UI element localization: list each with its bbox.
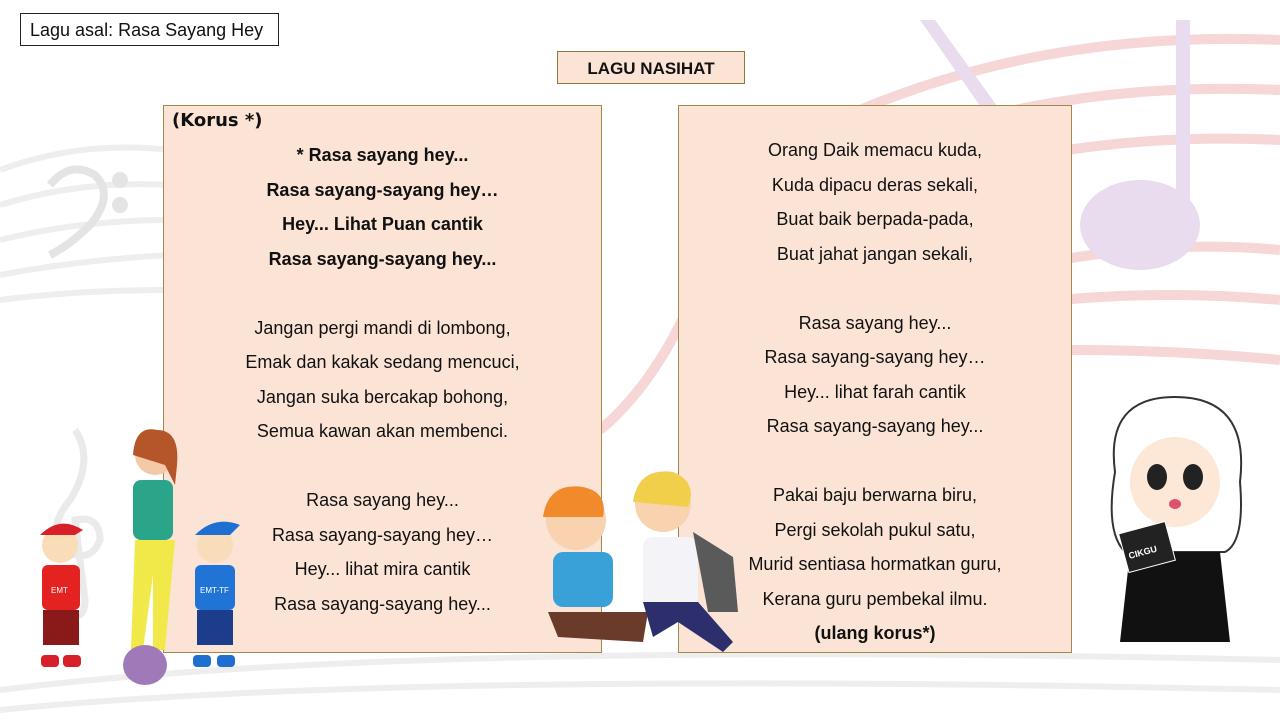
lyric-line: * Rasa sayang hey... bbox=[296, 145, 469, 165]
lyric-line: Orang Daik memacu kuda, bbox=[767, 140, 983, 160]
lyric-line: Emak dan kakak sedang mencuci, bbox=[245, 352, 520, 372]
lyric-line: Rasa sayang-sayang hey... bbox=[268, 248, 497, 269]
lyric-line: Kerana guru pembekal ilmu. bbox=[762, 588, 988, 609]
lyric-line: Buat jahat jangan sekali, bbox=[776, 243, 974, 264]
lyric-line: Kuda dipacu deras sekali, bbox=[771, 174, 979, 195]
cikgu-book-label: CIKGU bbox=[1127, 543, 1159, 561]
lyric-line: Rasa sayang hey... bbox=[306, 490, 459, 510]
lyric-line: Murid sentiasa hormatkan guru, bbox=[748, 554, 1002, 574]
teacher-illustration bbox=[1095, 392, 1255, 652]
lyric-line: Rasa sayang hey... bbox=[798, 312, 952, 333]
lyric-line: Rasa sayang-sayang hey… bbox=[271, 524, 494, 545]
lyric-line: Hey... lihat farah cantik bbox=[784, 381, 966, 402]
lyric-line: Rasa sayang-sayang hey... bbox=[766, 416, 984, 436]
emt-tf-shirt-label: EMT-TF bbox=[200, 586, 229, 595]
cartoon-family-illustration bbox=[25, 425, 255, 690]
lyric-line: Pakai baju berwarna biru, bbox=[772, 485, 978, 505]
lyric-line: Rasa sayang-sayang hey… bbox=[266, 179, 499, 200]
lyric-line: Rasa sayang-sayang hey… bbox=[764, 347, 986, 367]
emt-shirt-label: EMT bbox=[51, 586, 68, 595]
repeat-chorus-note: (ulang korus*) bbox=[814, 623, 936, 643]
lyric-line: Semua kawan akan membenci. bbox=[256, 421, 509, 441]
lyric-line: Jangan pergi mandi di lombong, bbox=[254, 317, 511, 338]
lyric-line: Hey... lihat mira cantik bbox=[294, 559, 471, 579]
lyric-line: Rasa sayang-sayang hey... bbox=[274, 593, 491, 614]
lyric-line: Hey... Lihat Puan cantik bbox=[282, 214, 483, 234]
original-song-label: Lagu asal: Rasa Sayang Hey bbox=[20, 13, 279, 46]
boys-helping-illustration bbox=[528, 462, 743, 682]
lyric-line: Buat baik berpada-pada, bbox=[776, 209, 974, 229]
bass-clef-icon bbox=[50, 169, 124, 255]
lyric-line: Jangan suka bercakap bohong, bbox=[256, 386, 509, 407]
lyric-line: Pergi sekolah pukul satu, bbox=[774, 519, 976, 540]
chorus-label: (Korus *) bbox=[172, 110, 263, 131]
page-title: LAGU NASIHAT bbox=[557, 51, 745, 84]
